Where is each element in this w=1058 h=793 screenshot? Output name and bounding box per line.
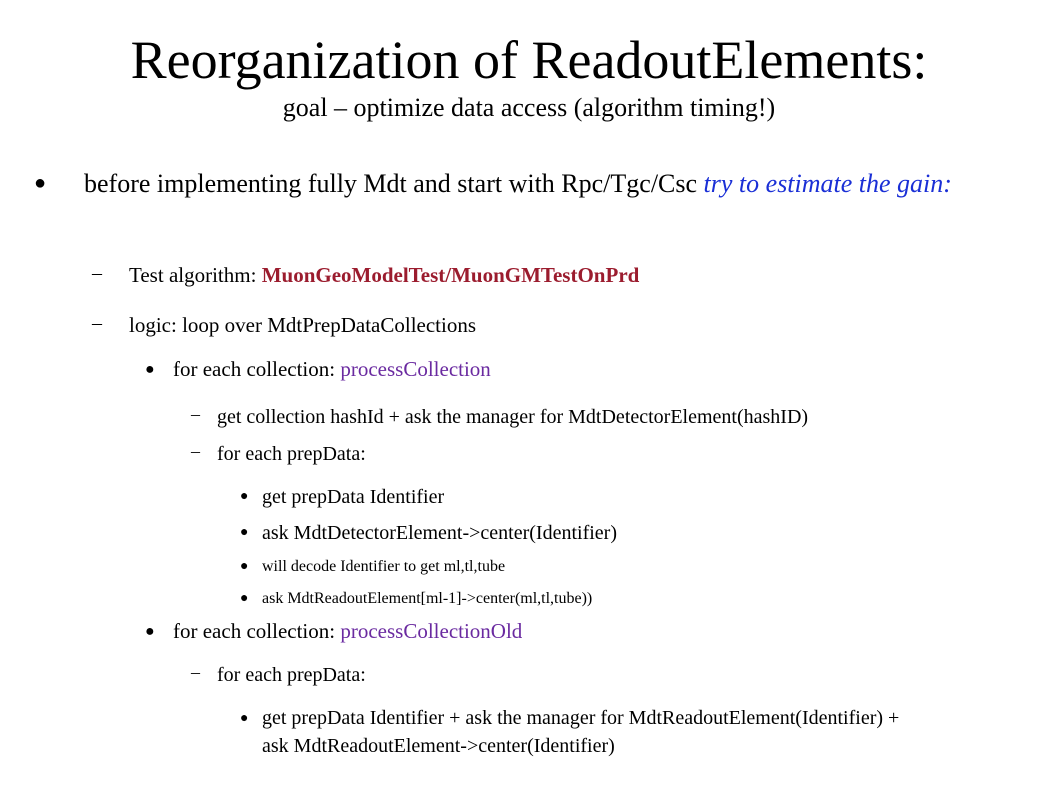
dash-marker: – — [191, 662, 200, 682]
bullet-for-each-prepdata: for each prepData: — [217, 443, 366, 465]
bullet-estimate-gain — [84, 166, 1034, 201]
process-collection-name: processCollection — [340, 357, 491, 381]
bullet-marker: ● — [240, 591, 249, 606]
process-collection-old-label: for each collection: — [173, 619, 341, 643]
bullet-highlight: try to estimate the gain: — [703, 169, 952, 198]
process-collection-label: for each collection: — [173, 357, 341, 381]
list-item: get prepData Identifier + ask the manager for MdtReadoutElement(Identifier) + ask MdtReadoutElement->center(Identifier) — [262, 707, 900, 757]
test-algorithm-name: MuonGeoModelTest/MuonGMTestOnPrd — [261, 263, 640, 287]
bullet-process-collection-old — [173, 618, 522, 644]
bullet-get-hashid: get collection hashId + ask the manager for MdtDetectorElement(hashID) — [217, 406, 809, 428]
bullet-marker: ● — [240, 525, 249, 540]
bullet-marker: ● — [34, 172, 47, 194]
bullet-marker: ● — [240, 559, 249, 574]
list-item: get prepData Identifier — [262, 486, 445, 508]
test-algorithm-label: Test algorithm: — [129, 263, 262, 287]
slide-subtitle: goal – optimize data access (algorithm timing!) — [282, 93, 776, 122]
bullet-marker: ● — [145, 623, 155, 640]
bullet-logic: logic: loop over MdtPrepDataCollections — [129, 313, 477, 337]
bullet-process-collection — [173, 356, 491, 382]
bullet-for-each-prepdata-old: for each prepData: — [217, 664, 366, 686]
bullet-text: before implementing fully Mdt and start with Rpc/Tgc/Csc — [84, 169, 704, 198]
slide-title: Reorganization of ReadoutElements: — [130, 30, 928, 90]
bullet-marker: ● — [145, 361, 155, 378]
dash-marker: – — [92, 312, 102, 334]
bullet-marker: ● — [240, 711, 249, 726]
list-item: ask MdtReadoutElement[ml-1]->center(ml,tl,tube)) — [262, 590, 593, 607]
list-item: will decode Identifier to get ml,tl,tube — [262, 558, 506, 575]
process-collection-old-name: processCollectionOld — [340, 619, 523, 643]
list-item: ask MdtDetectorElement->center(Identifier) — [262, 522, 617, 544]
bullet-test-algorithm — [129, 262, 639, 288]
dash-marker: – — [191, 404, 200, 424]
bullet-marker: ● — [240, 489, 249, 504]
dash-marker: – — [92, 262, 102, 284]
dash-marker: – — [191, 441, 200, 461]
